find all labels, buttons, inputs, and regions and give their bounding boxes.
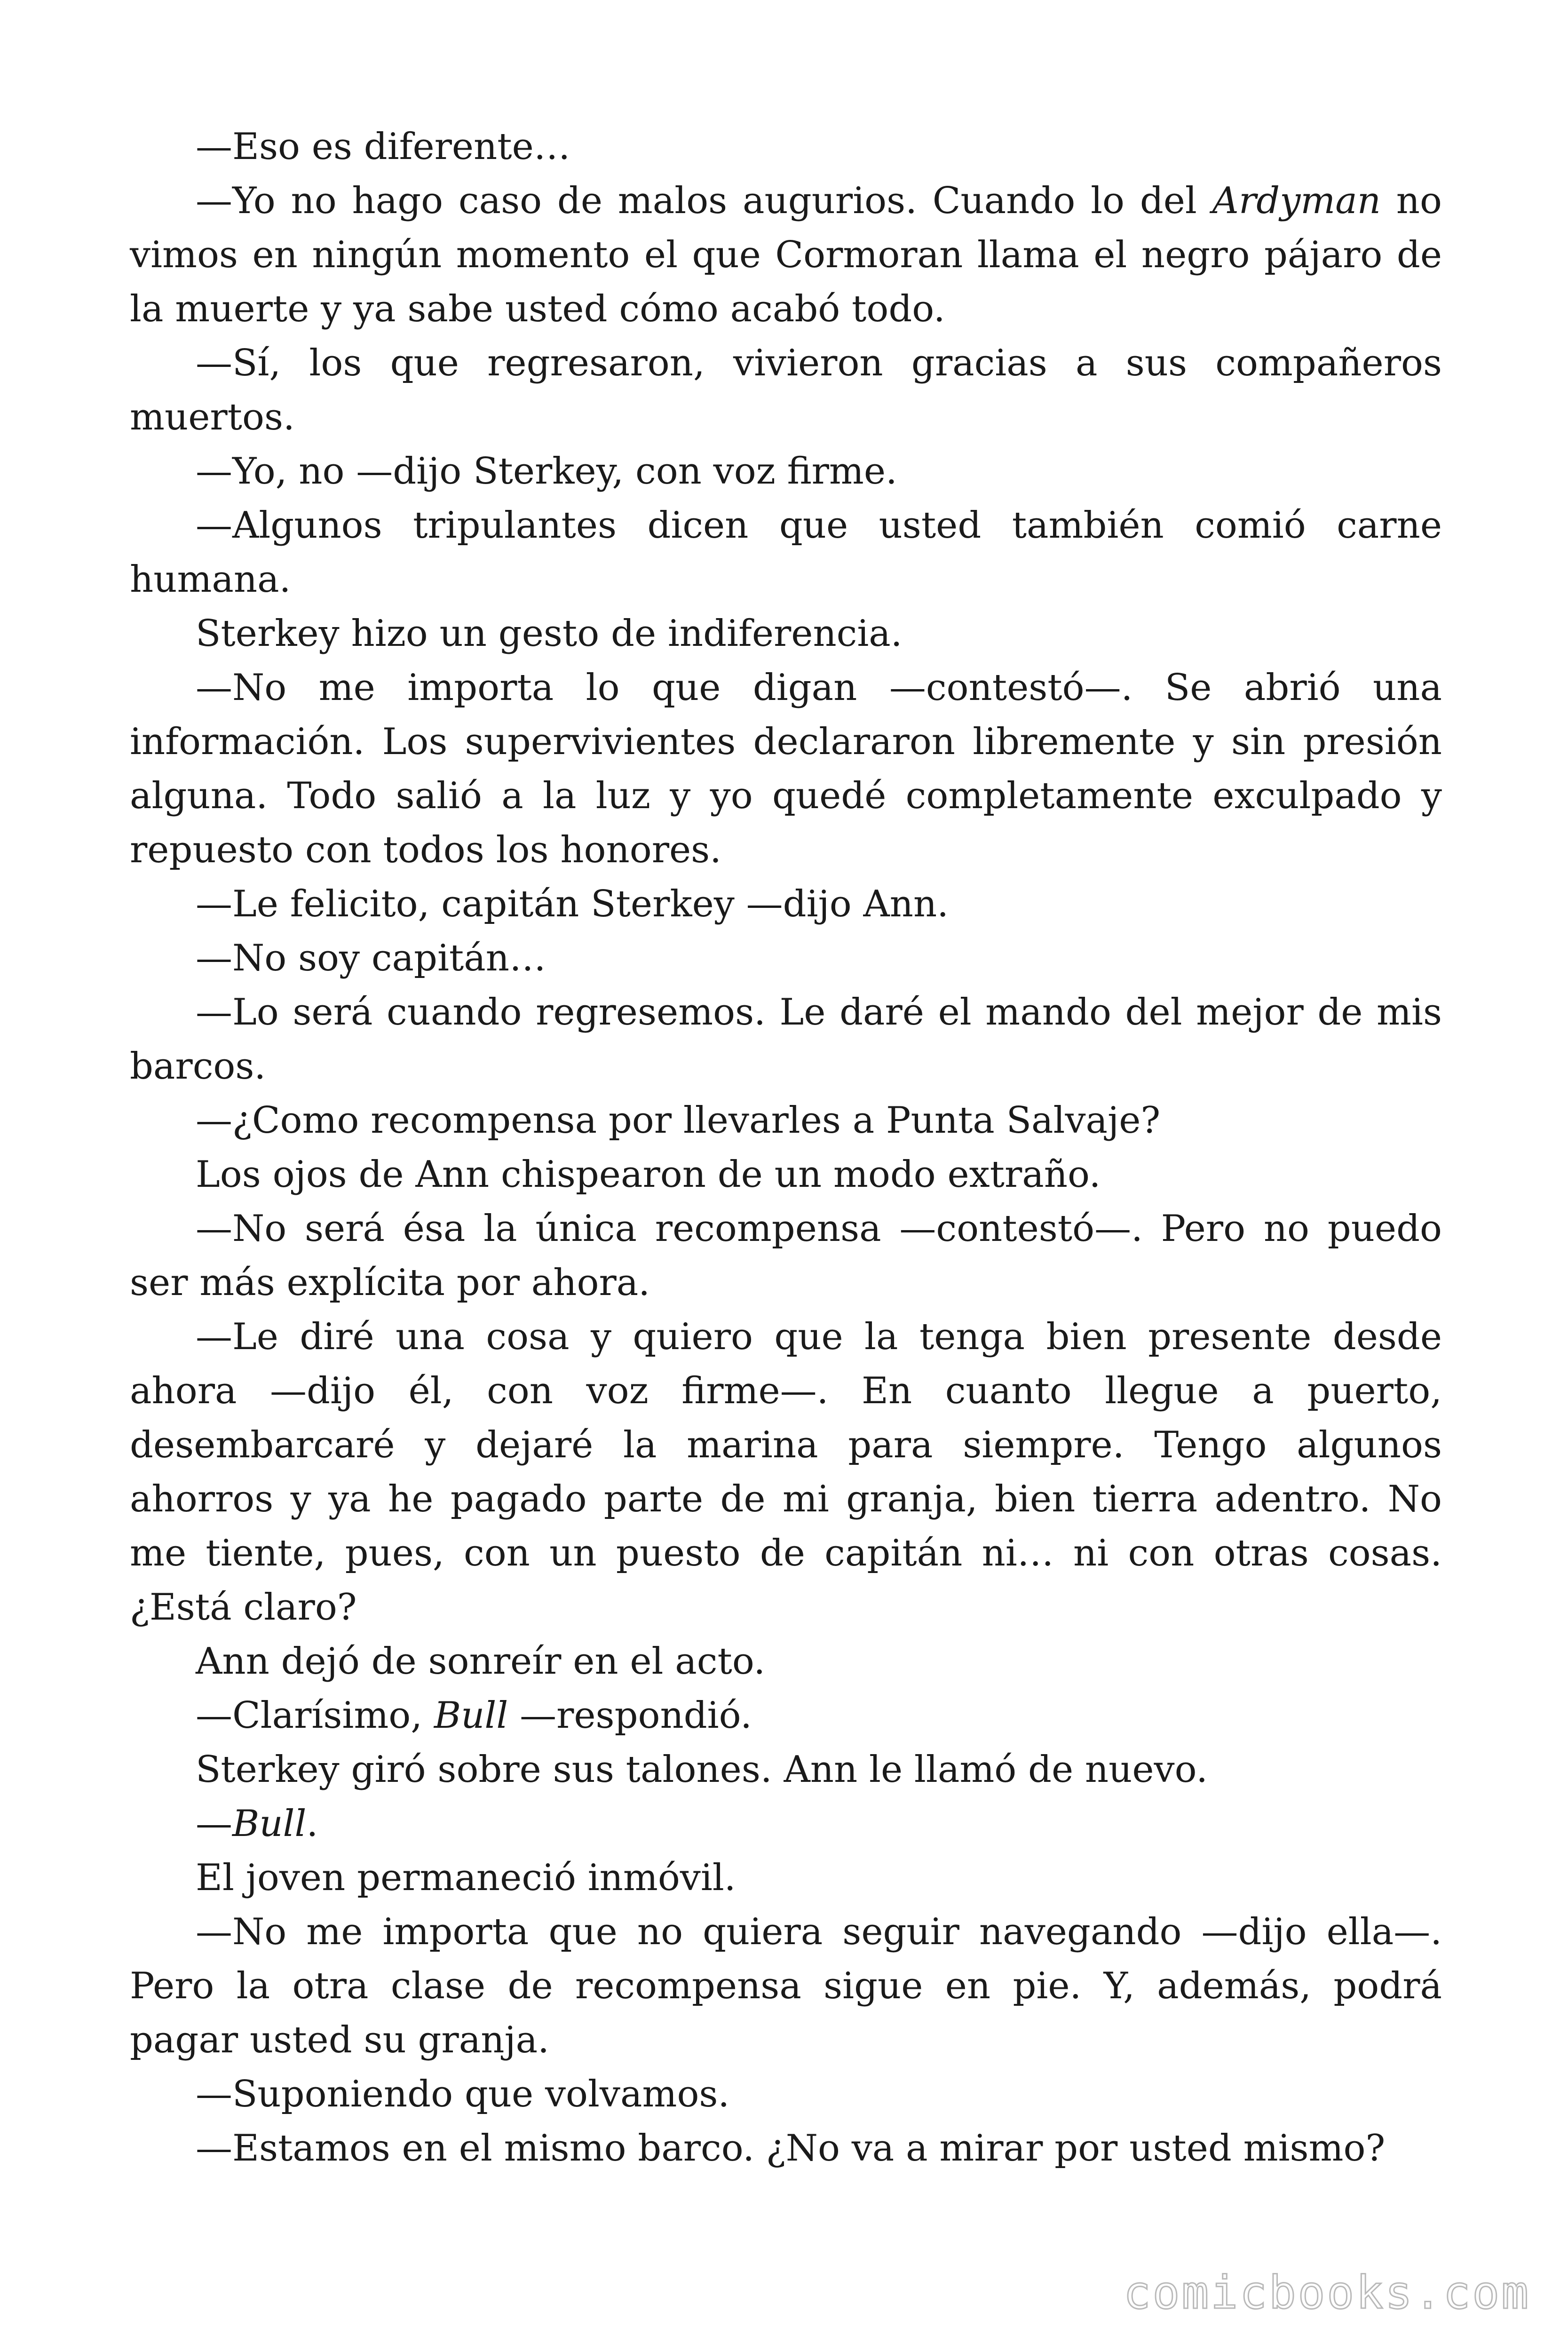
paragraph: Sterkey hizo un gesto de indiferencia. bbox=[196, 612, 903, 655]
paragraph: —Yo, no —dijo Sterkey, con voz firme. bbox=[196, 450, 897, 493]
paragraph: —Suponiendo que volvamos. bbox=[196, 2073, 730, 2115]
paragraph: —Clarísimo, Bull —respondió. bbox=[196, 1694, 752, 1737]
paragraph: —No soy capitán… bbox=[196, 937, 546, 979]
book-page-text bbox=[130, 120, 1442, 2176]
paragraph: —Algunos tripulantes dicen que usted también comió carne humana. bbox=[130, 504, 1442, 601]
paragraph: El joven permaneció inmóvil. bbox=[196, 1857, 736, 1899]
paragraph: Ann dejó de sonreír en el acto. bbox=[196, 1640, 766, 1683]
paragraph: —Lo será cuando regresemos. Le daré el mando del mejor de mis barcos. bbox=[130, 991, 1442, 1088]
paragraph: —Le felicito, capitán Sterkey —dijo Ann. bbox=[196, 883, 949, 925]
paragraph: Sterkey giró sobre sus talones. Ann le llamó de nuevo. bbox=[196, 1748, 1208, 1791]
paragraph: —¿Como recompensa por llevarles a Punta Salvaje? bbox=[196, 1099, 1161, 1142]
paragraph: —Sí, los que regresaron, vivieron gracias a sus compañeros muertos. bbox=[130, 342, 1442, 438]
paragraph: Los ojos de Ann chispearon de un modo extraño. bbox=[196, 1153, 1101, 1196]
paragraph: —No me importa lo que digan —contestó—. Se abrió una información. Los supervivientes declararon libremente y sin presión alguna. Todo salió a la luz y yo quedé completamente exculpado y repuesto con todos los honores. bbox=[130, 667, 1442, 871]
paragraph: —No me importa que no quiera seguir navegando —dijo ella—. Pero la otra clase de recompensa sigue en pie. Y, además, podrá pagar usted su granja. bbox=[130, 1911, 1442, 2061]
paragraph: —No será ésa la única recompensa —contestó—. Pero no puedo ser más explícita por ahora. bbox=[130, 1208, 1442, 1304]
paragraph: —Yo no hago caso de malos augurios. Cuando lo del Ardyman no vimos en ningún momento el que Cormoran llama el negro pájaro de la muerte y ya sabe usted cómo acabó todo. bbox=[130, 180, 1442, 330]
paragraph: —Eso es diferente… bbox=[196, 126, 570, 168]
watermark: comicbooks.com bbox=[1123, 2266, 1530, 2319]
paragraph: —Le diré una cosa y quiero que la tenga bien presente desde ahora —dijo él, con voz firme—. En cuanto llegue a puerto, desembarcaré y dejaré la marina para siempre. Tengo algunos ahorros y ya he pagado parte de mi granja, bien tierra adentro. No me tiente, pues, con un puesto de capitán ni… ni con otras cosas. ¿Está claro? bbox=[130, 1316, 1442, 1629]
paragraph: —Estamos en el mismo barco. ¿No va a mirar por usted mismo? bbox=[196, 2127, 1386, 2169]
paragraph: —Bull. bbox=[196, 1803, 318, 1845]
